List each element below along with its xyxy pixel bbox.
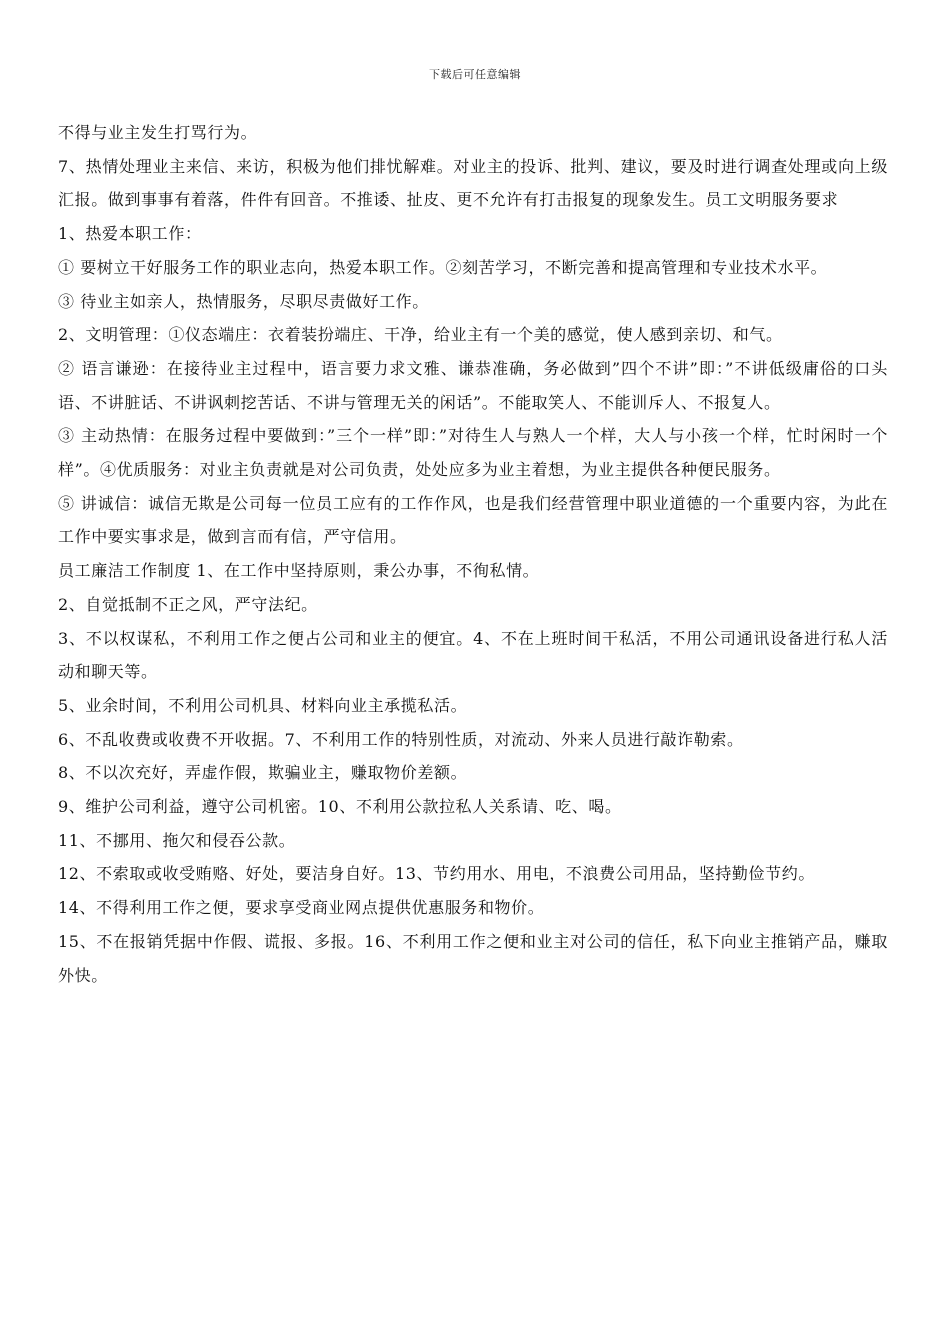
paragraph: 14、不得利用工作之便，要求享受商业网点提供优惠服务和物价。: [58, 898, 545, 918]
paragraph: 15、不在报销凭据中作假、谎报、多报。16、不利用工作之便和业主对公司的信任，私下向业主推销产品，赚取外快。: [58, 931, 888, 985]
paragraph: 11、不挪用、拖欠和侵吞公款。: [58, 830, 296, 850]
page-header-note: 下载后可任意编辑: [429, 68, 521, 81]
document-body: [58, 116, 888, 992]
paragraph: 3、不以权谋私，不利用工作之便占公司和业主的便宜。4、不在上班时间干私活，不用公司通讯设备进行私人活动和聊天等。: [58, 628, 888, 682]
paragraph: 6、不乱收费或收费不开收据。7、不利用工作的特别性质，对流动、外来人员进行敲诈勒索。: [58, 729, 744, 749]
paragraph: 9、维护公司利益，遵守公司机密。10、不利用公款拉私人关系请、吃、喝。: [58, 797, 622, 817]
paragraph: 1、热爱本职工作：: [58, 224, 202, 244]
paragraph: 8、不以次充好，弄虚作假，欺骗业主，赚取物价差额。: [58, 763, 468, 783]
paragraph: 7、热情处理业主来信、来访，积极为他们排忧解难。对业主的投诉、批判、建议，要及时进行调查处理或向上级汇报。做到事事有着落，件件有回音。不推诿、扯皮、更不允许有打击报复的现象发生。员工文明服务要求: [58, 156, 888, 210]
paragraph: ③ 主动热情：在服务过程中要做到：”三个一样”即：”对待生人与熟人一个样，大人与小孩一个样，忙时闲时一个样”。④优质服务：对业主负责就是对公司负责，处处应多为业主着想，为业主提供各种便民服务。: [58, 426, 888, 480]
paragraph: 5、业余时间，不利用公司机具、材料向业主承揽私活。: [58, 695, 468, 715]
paragraph: 12、不索取或收受贿赂、好处，要洁身自好。13、节约用水、用电，不浪费公司用品，坚持勤俭节约。: [58, 864, 815, 884]
paragraph: ① 要树立干好服务工作的职业志向，热爱本职工作。②刻苦学习，不断完善和提高管理和专业技术水平。: [58, 257, 828, 277]
paragraph: 不得与业主发生打骂行为。: [58, 123, 258, 142]
paragraph: 员工廉洁工作制度 1、在工作中坚持原则，秉公办事，不徇私情。: [58, 561, 540, 581]
paragraph: 2、自觉抵制不正之风，严守法纪。: [58, 594, 318, 614]
paragraph: ③ 待业主如亲人，热情服务，尽职尽责做好工作。: [58, 291, 429, 311]
paragraph: 2、文明管理：①仪态端庄：衣着装扮端庄、干净，给业主有一个美的感觉，使人感到亲切、和气。: [58, 325, 783, 345]
paragraph: ⑤ 讲诚信：诚信无欺是公司每一位员工应有的工作作风，也是我们经营管理中职业道德的一个重要内容，为此在工作中要实事求是，做到言而有信，严守信用。: [58, 493, 888, 547]
paragraph: ② 语言谦逊：在接待业主过程中，语言要力求文雅、谦恭准确，务必做到”四个不讲”即：”不讲低级庸俗的口头语、不讲脏话、不讲讽刺挖苦话、不讲与管理无关的闲话”。不能取笑人、不能训斥人、不报复人。: [58, 358, 888, 412]
